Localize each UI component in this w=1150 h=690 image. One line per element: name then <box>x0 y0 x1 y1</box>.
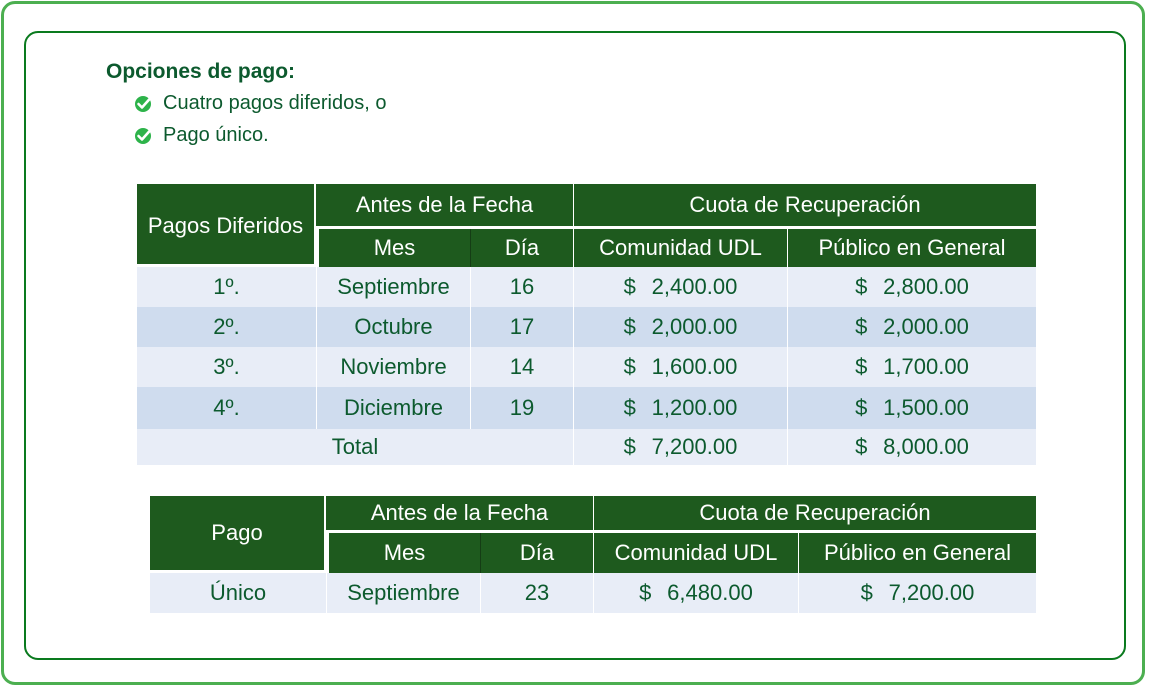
header-deferred-payments: Pagos Diferidos <box>137 184 316 267</box>
currency-symbol: $ <box>639 580 652 605</box>
currency-symbol: $ <box>860 580 873 605</box>
table-row <box>137 307 1036 347</box>
day-cell: 19 <box>470 387 573 429</box>
day-cell: 14 <box>470 347 573 387</box>
check-circle-icon <box>134 126 154 146</box>
amount: 2,000.00 <box>651 314 738 339</box>
header-community: Comunidad UDL <box>593 533 798 573</box>
total-row <box>137 429 1036 465</box>
amount: 8,000.00 <box>883 434 969 459</box>
month-cell: Septiembre <box>316 267 470 307</box>
currency-symbol: $ <box>623 354 636 379</box>
option-label: Cuatro pagos diferidos, o <box>163 92 387 114</box>
currency-symbol: $ <box>855 354 868 379</box>
check-circle-icon <box>134 94 154 114</box>
header-recovery-fee: Cuota de Recuperación <box>573 184 1036 229</box>
amount: 1,500.00 <box>883 395 969 420</box>
deferred-payments-table <box>137 184 1036 465</box>
payment-number: 1º. <box>137 267 316 307</box>
currency-symbol: $ <box>623 395 636 420</box>
table-row <box>137 267 1036 307</box>
day-cell: 16 <box>470 267 573 307</box>
header-day: Día <box>480 533 593 573</box>
currency-symbol: $ <box>623 434 636 459</box>
option-label: Pago único. <box>163 124 269 146</box>
header-payment: Pago <box>150 496 326 573</box>
header-before-date: Antes de la Fecha <box>326 496 593 533</box>
month-cell: Diciembre <box>316 387 470 429</box>
header-community: Comunidad UDL <box>573 229 787 267</box>
option-item-deferred <box>134 92 386 115</box>
amount: 6,480.00 <box>667 580 753 605</box>
community-fee-cell <box>573 347 787 387</box>
payment-options-title: Opciones de pago: <box>106 60 296 83</box>
currency-symbol: $ <box>855 274 868 299</box>
payment-number: 2º. <box>137 307 316 347</box>
total-community-cell <box>573 429 787 465</box>
month-cell: Septiembre <box>326 573 480 613</box>
table-row <box>137 387 1036 429</box>
day-cell: 23 <box>480 573 593 613</box>
public-fee-cell <box>787 307 1036 347</box>
currency-symbol: $ <box>623 274 636 299</box>
amount: 2,000.00 <box>883 314 969 339</box>
payment-number: 4º. <box>137 387 316 429</box>
currency-symbol: $ <box>623 314 636 339</box>
public-fee-cell <box>787 387 1036 429</box>
amount: 2,400.00 <box>651 274 738 299</box>
public-fee-cell <box>787 347 1036 387</box>
option-item-single <box>134 124 269 147</box>
header-before-date: Antes de la Fecha <box>316 184 573 229</box>
public-fee-cell <box>787 267 1036 307</box>
community-fee-cell <box>573 267 787 307</box>
total-public-cell <box>787 429 1036 465</box>
payment-type-cell: Único <box>150 573 326 613</box>
amount: 1,200.00 <box>651 395 738 420</box>
public-fee-cell <box>798 573 1036 613</box>
amount: 7,200.00 <box>651 434 738 459</box>
header-public: Público en General <box>787 229 1036 267</box>
month-cell: Noviembre <box>316 347 470 387</box>
community-fee-cell <box>573 307 787 347</box>
currency-symbol: $ <box>855 434 868 459</box>
amount: 1,600.00 <box>651 354 738 379</box>
header-month: Mes <box>326 533 480 573</box>
community-fee-cell <box>593 573 798 613</box>
total-label: Total <box>137 429 573 465</box>
day-cell: 17 <box>470 307 573 347</box>
amount: 7,200.00 <box>888 580 975 605</box>
currency-symbol: $ <box>855 314 868 339</box>
header-day: Día <box>470 229 573 267</box>
community-fee-cell <box>573 387 787 429</box>
single-payment-table <box>150 496 1036 613</box>
amount: 2,800.00 <box>883 274 969 299</box>
month-cell: Octubre <box>316 307 470 347</box>
header-public: Público en General <box>798 533 1036 573</box>
amount: 1,700.00 <box>883 354 969 379</box>
payment-number: 3º. <box>137 347 316 387</box>
table-row <box>150 573 1036 613</box>
table-row <box>137 347 1036 387</box>
currency-symbol: $ <box>855 395 868 420</box>
header-month: Mes <box>316 229 470 267</box>
header-recovery-fee: Cuota de Recuperación <box>593 496 1036 533</box>
